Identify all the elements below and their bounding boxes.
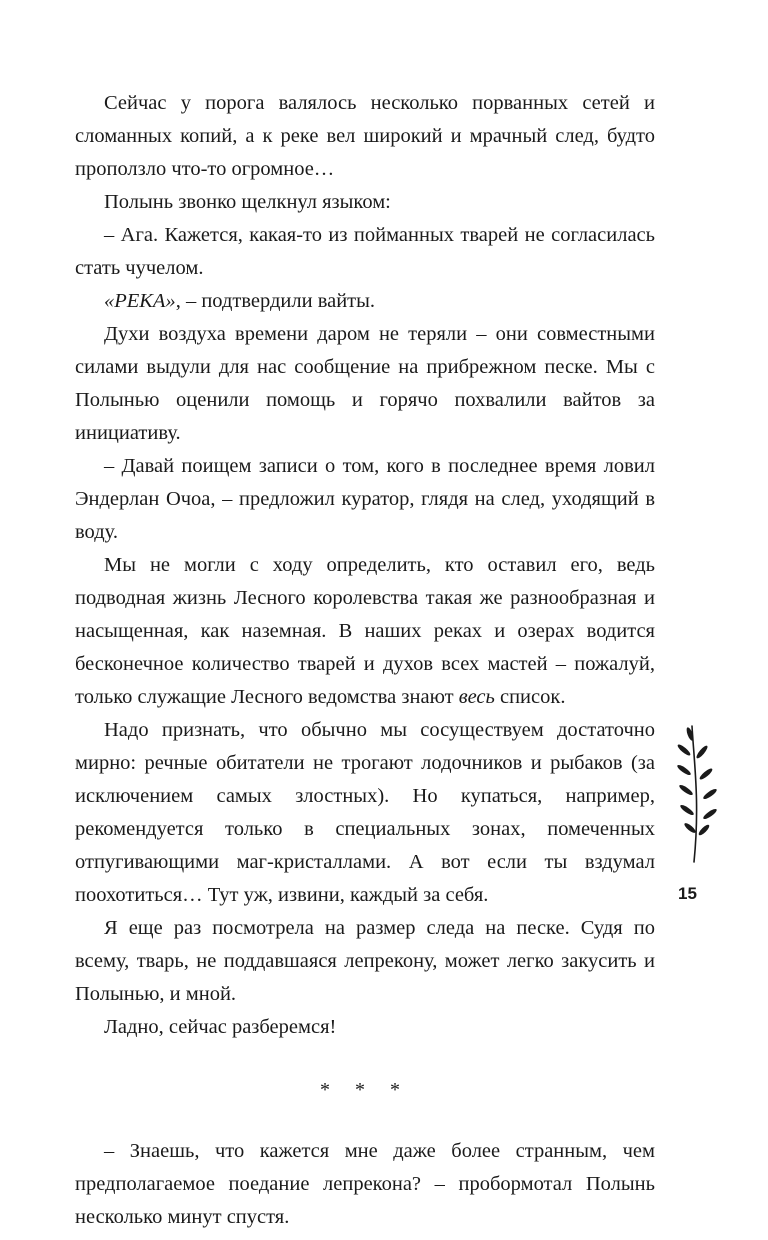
text-block-before-separator — [75, 87, 655, 1044]
text-run: Полынь звонко щелкнул языком: — [104, 191, 391, 213]
paragraph — [75, 186, 655, 219]
text-run: , – подтвердили вайты. — [175, 290, 376, 312]
paragraph — [75, 219, 655, 285]
paragraph — [75, 912, 655, 1011]
paragraph — [75, 1011, 655, 1044]
text-run: Я еще раз посмотрела на размер следа на песке. Судя по всему, тварь, не поддавшаяся лепрекону, может легко закусить и Полынью, и мной. — [75, 917, 655, 1005]
text-run: – Знаешь, что кажется мне даже более странным, чем предполагаемое поедание лепрекона? – пробормотал Полынь несколько минут спустя. — [75, 1140, 655, 1228]
text-run: – Ага. Кажется, какая-то из пойманных тварей не согласилась стать чучелом. — [75, 224, 655, 279]
section-separator: * * * — [320, 1079, 410, 1101]
page-body — [75, 87, 655, 1234]
italic-text: «РЕКА» — [104, 290, 176, 312]
text-run: Ладно, сейчас разберемся! — [104, 1016, 337, 1038]
italic-text: весь — [458, 686, 495, 708]
text-run: Надо признать, что обычно мы сосуществуем достаточно мирно: речные обитатели не трогают лодочников и рыбаков (за исключением самых злостных). Но купаться, например, рекомендуется только в специальных зонах, помеченных отпугивающими маг-кристаллами. А вот если ты вздумал поохотиться… Тут уж, извини, каждый за себя. — [75, 719, 655, 906]
page-number: 15 — [678, 884, 697, 903]
text-run: Духи воздуха времени даром не теряли – они совместными силами выдули для нас сообщение на прибрежном песке. Мы с Полынью оценили помощь и горячо похвалили вайтов за инициативу. — [75, 323, 655, 444]
paragraph — [75, 714, 655, 912]
paragraph — [75, 1135, 655, 1234]
text-run: Сейчас у порога валялось несколько порванных сетей и сломанных копий, а к реке вел широкий и мрачный след, будто проползло что-то огромное… — [75, 92, 655, 180]
text-run: список. — [494, 686, 566, 708]
paragraph — [75, 87, 655, 186]
paragraph — [75, 318, 655, 450]
text-block-after-separator — [75, 1135, 655, 1234]
paragraph — [75, 285, 655, 318]
text-run: – Давай поищем записи о том, кого в последнее время ловил Эндерлан Очоа, – предложил куратор, глядя на след, уходящий в воду. — [75, 455, 655, 543]
paragraph — [75, 549, 655, 714]
leaf-sprig-icon — [670, 722, 722, 867]
paragraph — [75, 450, 655, 549]
text-run: Мы не могли с ходу определить, кто оставил его, ведь подводная жизнь Лесного королевства такая же разнообразная и насыщенная, как наземная. В наших реках и озерах водится бесконечное количество тварей и духов всех мастей – пожалуй, только служащие Лесного ведомства знают — [75, 554, 655, 708]
